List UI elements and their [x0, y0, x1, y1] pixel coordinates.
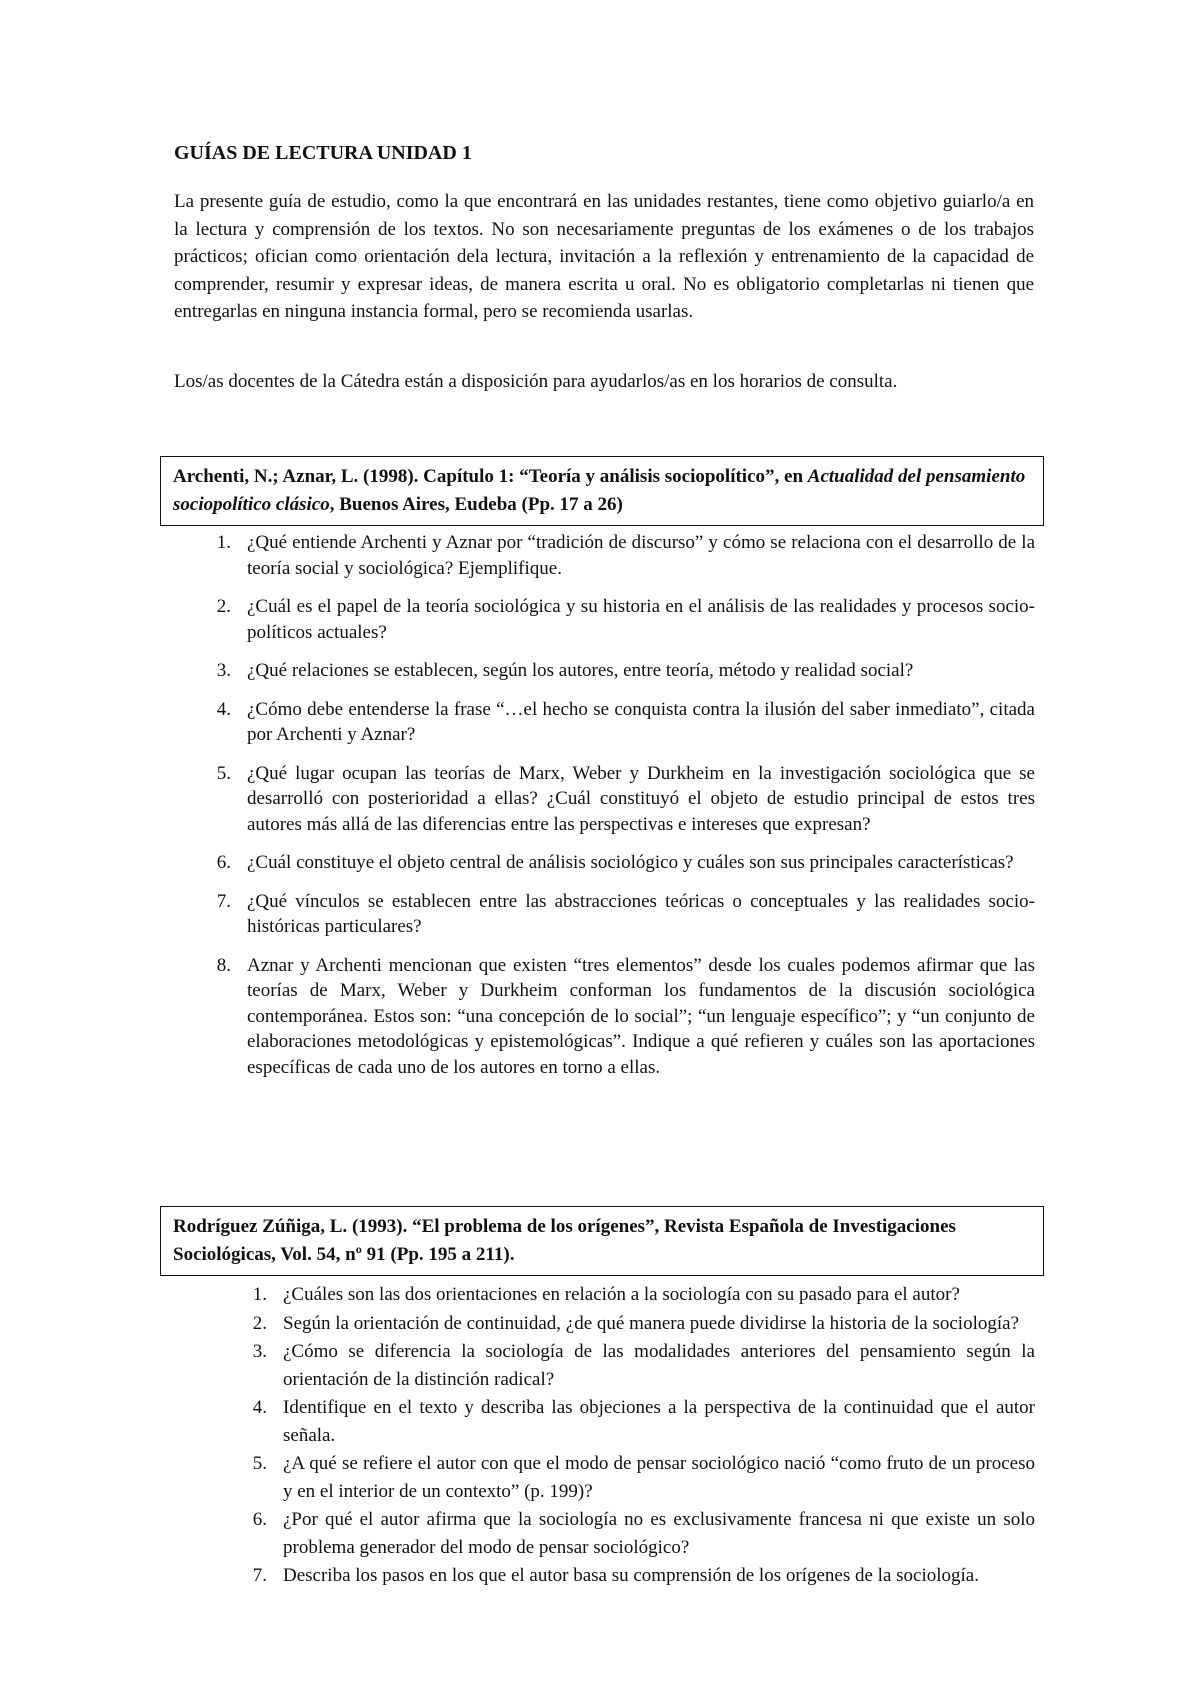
list-item — [252, 1338, 1035, 1393]
item-number: 4. — [216, 698, 231, 720]
list-item — [216, 697, 1035, 748]
item-number: 5. — [252, 1453, 267, 1474]
item-number: 6. — [216, 852, 231, 873]
item-number: 6. — [252, 1509, 267, 1530]
question-text: Según la orientación de continuidad, ¿de qué manera puede dividirse la historia de la sociología? — [283, 1312, 1019, 1334]
list-item — [252, 1450, 1035, 1505]
list-item — [252, 1281, 1035, 1309]
list-item — [216, 953, 1035, 1081]
question-text: ¿Qué entiende Archenti y Aznar por “tradición de discurso” y cómo se relaciona con el desarrollo de la teoría social y sociológica? Ejemplifique. — [247, 532, 1035, 579]
question-text: ¿Cómo se diferencia la sociología de las modalidades anteriores del pensamiento según la orientación de la distinción radical? — [283, 1341, 1035, 1390]
question-text: Aznar y Archenti mencionan que existen “tres elementos” desde los cuales podemos afirmar que las teorías de Marx, Weber y Durkheim conforman los fundamentos de la discusión sociológica contemporánea. Estos son: “una concepción de lo social”; “un lenguaje específico”; y “un conjunto de elaboraciones metodológicas y epistemológicas”. Indique a qué refieren y cuáles son las aportaciones específicas de cada uno de los autores en torno a ellas. — [247, 954, 1035, 1078]
page-title: GUÍAS DE LECTURA UNIDAD 1 — [174, 142, 472, 164]
item-number: 8. — [216, 954, 231, 976]
question-text: ¿Cómo debe entenderse la frase “…el hecho se conquista contra la ilusión del saber inmediato”, citada por Archenti y Aznar? — [247, 698, 1035, 745]
reference-publisher: , Buenos Aires, Eudeba (Pp. 17 a 26) — [329, 494, 623, 515]
question-text: ¿Cuál constituye el objeto central de análisis sociológico y cuáles son sus principales características? — [247, 852, 1014, 873]
item-number: 5. — [216, 762, 231, 784]
consultation-note: Los/as docentes de la Cátedra están a disposición para ayudarlos/as en los horarios de consulta. — [174, 371, 898, 392]
question-text: Describa los pasos en los que el autor basa su comprensión de los orígenes de la sociología. — [283, 1565, 979, 1586]
item-number: 4. — [252, 1397, 267, 1418]
item-number: 2. — [252, 1312, 267, 1334]
question-text: ¿Qué relaciones se establecen, según los autores, entre teoría, método y realidad social? — [247, 660, 914, 681]
item-number: 1. — [216, 532, 231, 553]
list-item — [252, 1394, 1035, 1449]
list-item — [216, 594, 1035, 645]
item-number: 1. — [252, 1284, 267, 1305]
question-list-archenti-aznar — [216, 530, 1035, 1093]
list-item — [252, 1310, 1035, 1338]
question-text: ¿Cuál es el papel de la teoría sociológica y su historia en el análisis de las realidades y procesos socio-políticos actuales? — [247, 596, 1035, 643]
list-item — [252, 1562, 1035, 1590]
reference-text: Archenti, N.; Aznar, L. (1998). Capítulo 1: “Teoría y análisis sociopolítico”, en — [173, 466, 808, 487]
reference-box-rodriguez-zuniga: Rodríguez Zúñiga, L. (1993). “El problema de los orígenes”, Revista Española de Investigaciones Sociológicas, Vol. 54, nº 91 (Pp. 195 a 211). — [160, 1206, 1044, 1276]
question-text: ¿Cuáles son las dos orientaciones en relación a la sociología con su pasado para el autor? — [283, 1284, 960, 1305]
item-number: 3. — [216, 660, 231, 681]
item-number: 7. — [216, 890, 231, 912]
list-item — [216, 530, 1035, 581]
question-text: ¿Por qué el autor afirma que la sociología no es exclusivamente francesa ni que existe un solo problema generador del modo de pensar sociológico? — [283, 1509, 1035, 1558]
list-item — [216, 761, 1035, 838]
question-text: ¿Qué lugar ocupan las teorías de Marx, Weber y Durkheim en la investigación sociológica que se desarrolló con posterioridad a ellas? ¿Cuál constituyó el objeto de estudio principal de estos tres autores más allá de las diferencias entre las perspectivas e intereses que expresan? — [247, 762, 1035, 835]
reference-box-archenti-aznar — [160, 456, 1044, 526]
item-number: 2. — [216, 596, 231, 617]
list-item — [216, 889, 1035, 940]
reference-book-title: Actualidad del pensamiento sociopolítico clásico — [173, 466, 1026, 515]
question-text: Identifique en el texto y describa las objeciones a la perspectiva de la continuidad que el autor señala. — [283, 1397, 1035, 1446]
item-number: 7. — [252, 1565, 267, 1586]
intro-paragraph: La presente guía de estudio, como la que encontrará en las unidades restantes, tiene como objetivo guiarlo/a en la lectura y comprensión de los textos. No son necesariamente preguntas de los exámenes o de los trabajos prácticos; ofician como orientación dela lectura, invitación a la reflexión y entrenamiento de la capacidad de comprender, resumir y expresar ideas, de manera escrita u oral. No es obligatorio completarlas ni tienen que entregarlas en ninguna instancia formal, pero se recomienda usarlas. — [174, 191, 1034, 322]
item-number: 3. — [252, 1341, 267, 1362]
question-list-rodriguez-zuniga — [252, 1281, 1035, 1591]
question-text: ¿Qué vínculos se establecen entre las abstracciones teóricas o conceptuales y las realidades socio-históricas particulares? — [247, 890, 1035, 937]
list-item — [216, 850, 1035, 876]
list-item — [216, 658, 1035, 684]
list-item — [252, 1506, 1035, 1561]
question-text: ¿A qué se refiere el autor con que el modo de pensar sociológico nació “como fruto de un proceso y en el interior de un contexto” (p. 199)? — [283, 1453, 1035, 1502]
